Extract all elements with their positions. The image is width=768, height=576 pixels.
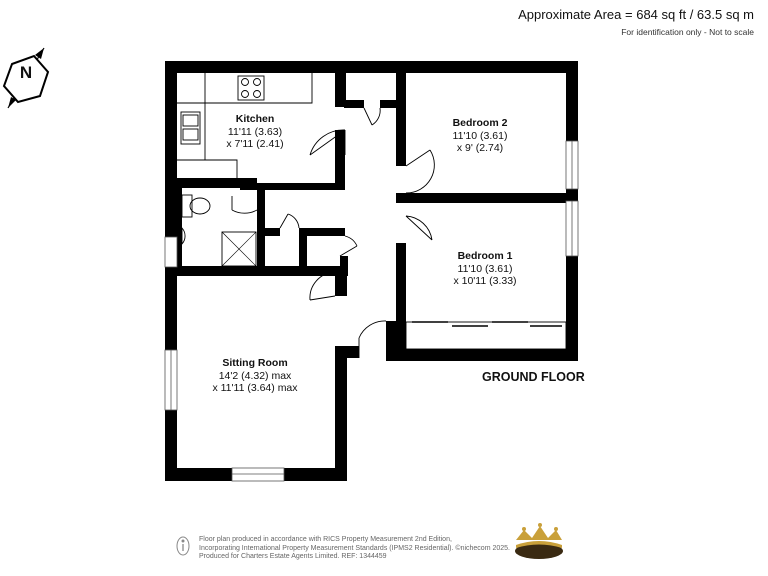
room-name: Kitchen <box>235 113 275 125</box>
room-name: Bedroom 1 <box>457 250 513 262</box>
approximate-area: Approximate Area = 684 sq ft / 63.5 sq m <box>518 7 754 22</box>
footer-line-2: Incorporating International Property Measurement Standards (IPMS2 Residential). ©nichecom 2025. <box>199 544 510 552</box>
identification-note: For identification only - Not to scale <box>621 27 754 37</box>
footer-line-1: Floor plan produced in accordance with RICS Property Measurement 2nd Edition, <box>199 536 452 543</box>
footer-text <box>199 536 510 562</box>
room-dim-1: 14'2 (4.32) max <box>218 369 292 382</box>
room-dim-1: 11'10 (3.61) <box>452 129 508 142</box>
room-dim-1: 11'10 (3.61) <box>457 262 513 275</box>
room-dim-2: x 7'11 (2.41) <box>226 138 284 150</box>
room-dim-1: 11'11 (3.63) <box>227 125 283 138</box>
room-dim-2: x 9' (2.74) <box>456 142 504 154</box>
crown-logo-icon <box>515 523 563 559</box>
floor-label: GROUND FLOOR <box>482 370 585 384</box>
person-icon <box>177 537 189 555</box>
room-name: Bedroom 2 <box>452 117 508 129</box>
footer-line-3: Produced for Charters Estate Agents Limited. REF: 1344459 <box>199 553 387 560</box>
room-name: Sitting Room <box>222 357 288 369</box>
compass-north-label: N <box>19 63 33 82</box>
room-dim-2: x 10'11 (3.33) <box>453 275 517 287</box>
room-dim-2: x 11'11 (3.64) max <box>212 382 298 394</box>
